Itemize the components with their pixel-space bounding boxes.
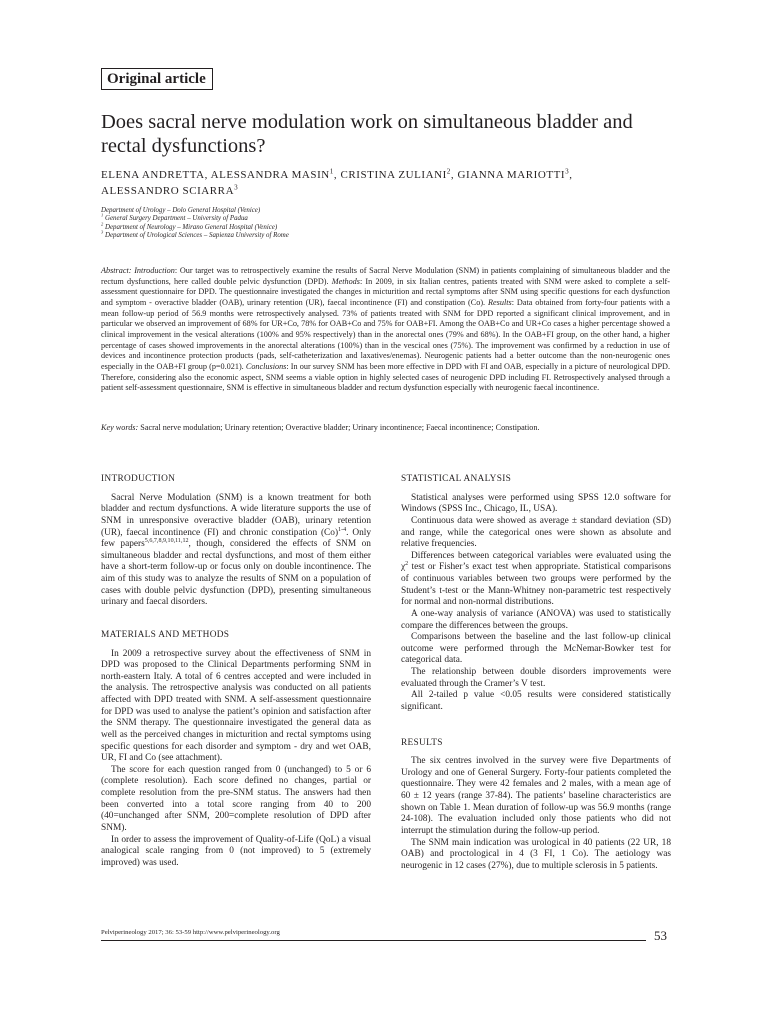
abstract-results-text: : Data obtained from forty-four patients with a mean follow-up period of 56.9 months were retrospectively analysed. 73% of patients treated with SNM for DPD reported a significant clinical improvement, and in particular we observed an improvement of 68% for UR+Co, 78% for OAB+Co and 75% for OAB+FI. Among the OAB+Co and UR+Co cases a higher percentage showed a clinical improvement in the vesical alterations (100% and 95% respectively) than in the anorectal ones (79% and 68%). In the OAB+FI group, on the other hand, a higher percentage of cases showed improvements in the anorectal alterations (100%) than in the vescical ones (75%). The improvement was confirmed by a reduction in use of devices and incontinence protection products (pads, self-catheterization and laxatives/enemas). Neurogenic patients had a better outcome than the non-neurogenic ones especially in the OAB+FI group (p=0.021). (101, 297, 670, 371)
author-name: ALESSANDRO SCIARRA (101, 184, 235, 197)
right-column (401, 474, 671, 872)
author-affiliation-mark: 1 (329, 167, 334, 176)
affiliation-mark: 1 (101, 213, 104, 219)
author-separator: , (569, 169, 573, 181)
keywords (101, 423, 670, 434)
author-list (101, 168, 681, 199)
abstract-intro-text: : Our target was to retrospectively examine the results of Sacral Nerve Modulation (SNM) in patients complaining of simultaneous bladder and the rectum dysfunctions, here called double pelvic dysfunction (DPD). (101, 266, 670, 286)
author-affiliation-mark: 3 (234, 182, 239, 191)
introduction-heading: INTRODUCTION (101, 474, 176, 484)
abstract-label: Abstract: (101, 266, 132, 275)
affiliation-text: General Surgery Department – University of Padua (104, 215, 248, 223)
author-separator: , (204, 169, 211, 181)
methods-heading: MATERIALS AND METHODS (101, 629, 230, 640)
abstract-results-label: Results (488, 297, 512, 307)
affiliation-mark: 3 (101, 229, 104, 235)
statistics-text: test or Fisher’s exact test when appropriate. Statistical comparisons of continuous variables between two groups were performed by the Student’s t-test or the Mann-Whitney non-parametric test respectively for normal and non-normal distributions. (401, 562, 671, 608)
footer-rule (101, 940, 646, 941)
author-affiliation-mark: 2 (446, 167, 451, 176)
introduction-text: Sacral Nerve Modulation (SNM) is a known treatment for both bladder and rectum dysfunctions. A wide literature supports the use of SNM in unresponsive overactive bladder (OAB), urinary retention (UR), faecal incontinence (FI) and chronic constipation (Co) (101, 492, 371, 538)
article-title: Does sacral nerve modulation work on simultaneous bladder and rectal dysfunctions? (101, 111, 633, 157)
results-heading: RESULTS (401, 737, 443, 748)
statistics-paragraph: Continuous data were showed as average ± standard deviation (SD) and range, while the categorical ones were shown as absolute and relative frequencies. (401, 515, 671, 550)
affiliation-mark: 2 (101, 221, 104, 227)
statistics-paragraph: A one-way analysis of variance (ANOVA) was used to statistically compare the differences between the groups. (401, 608, 671, 631)
article-type-badge: Original article (101, 68, 213, 90)
author-name: CRISTINA ZULIANI (340, 169, 447, 181)
author-name: ELENA ANDRETTA (101, 169, 205, 181)
introduction-text: , though, considered the effects of SNM on simultaneous bladder and rectal dysfunctions, and most of them either have a short-term follow-up or focus only on double incontinence. The aim of this study was to analyze the results of SNM on a population of cases with double pelvic dysfunction (DPD), presenting simultaneous urinary and faecal disorders. (101, 539, 371, 608)
keywords-text: Sacral nerve modulation; Urinary retention; Overactive bladder; Urinary incontinence; Faecal incontinence; Constipation. (138, 423, 540, 432)
statistics-text: Differences between categorical variables were evaluated using the χ (401, 550, 671, 573)
methods-paragraph: In order to assess the improvement of Quality-of-Life (QoL) a visual analogical scale ranging from 0 (not improved) to 5 (extremely improved) was used. (101, 834, 371, 868)
introduction-paragraph (101, 493, 371, 609)
abstract (101, 266, 670, 394)
statistics-paragraph (401, 551, 671, 609)
statistics-heading: STATISTICAL ANALYSIS (401, 474, 512, 484)
statistics-paragraph: Comparisons between the baseline and the last follow-up clinical outcome were performed through the McNemar-Bowker test for categorical data. (401, 632, 671, 666)
reference-mark: 5,6,7,8,9,10,11,12 (144, 538, 189, 545)
author-name: ALESSANDRA MASIN (210, 169, 330, 181)
methods-paragraph: The score for each question ranged from 0 (unchanged) to 5 or 6 (complete resolution). Each score defined no changes, partial or complete resolution from the pre-SNM status. The answers had then been converted into a total score ranging from 40 to 200 (40=unchanged after SNM, 200=complete resolution of DPD after SNM). (101, 764, 371, 833)
abstract-intro-label: Introduction (134, 266, 175, 275)
footer-citation: Pelviperineology 2017; 36: 53-59 http://www.pelviperineology.org (101, 929, 280, 936)
affiliation-text: Department of Urology – Dolo General Hospital (Venice) (101, 207, 261, 214)
affiliation (101, 221, 661, 232)
affiliation-list (101, 207, 661, 241)
affiliation-text: Department of Neurology – Mirano General Hospital (Venice) (104, 223, 278, 231)
methods-paragraph: In 2009 a retrospective survey about the effectiveness of SNM in DPD was proposed to the Clinical Departments performing SNM in north-eastern Italy. A total of 6 centres accepted and were included in the analysis. The retrospective analysis was conducted on all patients affected with DPD treated with SNM. A self-assessment questionnaire for DPD was used to analyse the patient’s opinion and satisfaction after the SNM therapy. The questionnaire investigated the general data as well as the perceived changes in micturition and rectal symptoms using specific questions for each disorder and symptom - dry and wet OAB, UR, FI and Co (see attachment). (101, 648, 371, 764)
author-separator: , (450, 169, 458, 181)
statistics-paragraph: All 2-tailed p value <0.05 results were considered statistically significant. (401, 690, 671, 712)
statistics-paragraph: Statistical analyses were performed using SPSS 12.0 software for Windows (SPSS Inc., Chicago, IL, USA). (401, 492, 671, 515)
author-affiliation-mark: 3 (565, 167, 570, 176)
abstract-methods-label: Methods (331, 276, 360, 286)
reference-mark: 1-4 (338, 526, 347, 533)
affiliation-text: Department of Urological Sciences – Sapienza University of Rome (104, 232, 289, 240)
page-number: 53 (654, 928, 667, 943)
left-column (101, 474, 371, 869)
author-separator: , (333, 169, 341, 181)
keywords-label: Key words: (101, 423, 139, 432)
introduction-text: . Only few papers (101, 527, 372, 550)
affiliation (101, 229, 661, 240)
affiliation (101, 215, 661, 223)
results-paragraph: The SNM main indication was urological in 40 patients (22 UR, 18 OAB) and proctological in 4 (3 FI, 1 Co). The aetiology was neurogenic in 12 cases (27%), due to multiple sclerosis in 5 patients. (401, 837, 671, 871)
statistics-paragraph: The relationship between double disorders improvements were evaluated through the Cramer’s V test. (401, 667, 671, 689)
author-name: GIANNA MARIOTTI (457, 169, 566, 181)
abstract-conclusions-label: Conclusions (245, 361, 287, 371)
abstract-conclusions-text: : In our survey SNM has been more effective in DPD with FI and OAB, especially in a picture of neurological DPD. Therefore, considering also the economic aspect, SNM seems a viable option in highly selected cases of neurogenic DPD including FI. Retrospectively analysed through a patient self-assessment questionnaire, SNM is effective in simultaneous bladder and rectum dysfunction especially with neurogenic faecal incontinence. (101, 361, 670, 393)
results-paragraph: The six centres involved in the survey were five Departments of Urology and one of General Surgery. Forty-four patients completed the questionnaire. They were 42 females and 2 males, with a mean age of 60 ± 12 years (range 37-84). The patients’ baseline characteristics are shown on Table 1. Mean duration of follow-up was 56.9 months (range 24-108). The evaluation included only those patients who did not interrupt the stimulation during the follow-up period. (401, 756, 671, 836)
superscript: 2 (405, 561, 409, 568)
abstract-methods-text: : In 2009, in six Italian centres, patients treated with SNM were asked to complete a self-assessment questionnaire for DPD. The questionnaire investigated the changes in micturition and rectal symptoms after SNM using specific questions for each dysfunction and symptom - overactive bladder (OAB), urinary retention (UR), faecal incontinence (FI) and constipation (Co). (101, 276, 670, 307)
